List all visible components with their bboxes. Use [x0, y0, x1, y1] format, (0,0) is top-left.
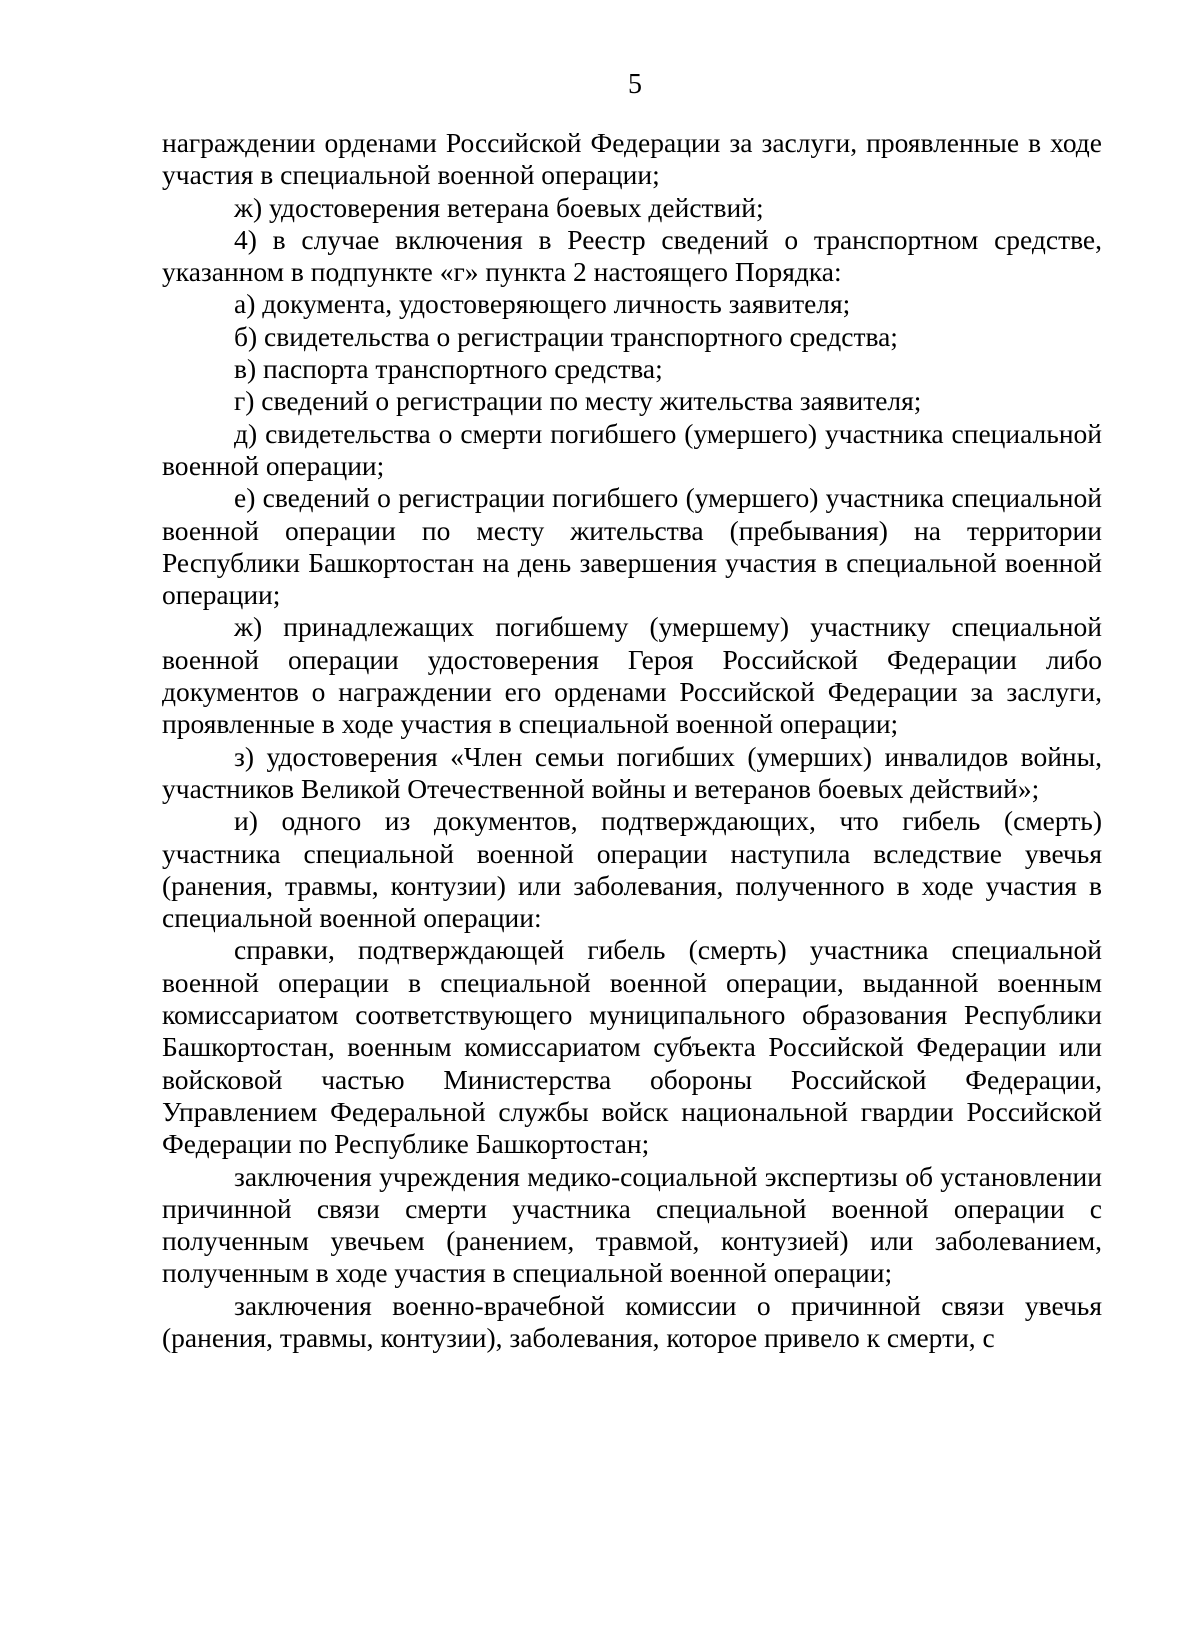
paragraph: а) документа, удостоверяющего личность заявителя; [234, 288, 851, 320]
paragraph: ж) удостоверения ветерана боевых действий; [234, 191, 764, 223]
paragraph: в) паспорта транспортного средства; [234, 353, 663, 385]
paragraph: г) сведений о регистрации по месту жительства заявителя; [234, 385, 922, 417]
paragraph: з) удостоверения «Член семьи погибших (умерших) инвалидов войны, участников Великой Отечественной войны и ветеранов боевых действий»; [162, 740, 1102, 804]
paragraph: справки, подтверждающей гибель (смерть) участника специальной военной операции в специальной военной операции, выданной военным комиссариатом соответствующего муниципального образования Республики Башкортостан, военным комиссариатом субъекта Российской Федерации или войсковой частью Министерства обороны Российской Федерации, Управлением Федеральной службы войск национальной гвардии Российской Федерации по Республике Башкортостан; [162, 934, 1102, 1160]
page-number: 5 [628, 69, 642, 100]
paragraph: заключения учреждения медико-социальной экспертизы об установлении причинной связи смерти участника специальной военной операции с полученным увечьем (ранением, травмой, контузией) или заболеванием, полученным в ходе участия в специальной военной операции; [162, 1160, 1102, 1289]
paragraph: заключения военно-врачебной комиссии о причинной связи увечья (ранения, травмы, контузии), заболевания, которое привело к смерти, с [162, 1289, 1102, 1353]
paragraph: и) одного из документов, подтверждающих, что гибель (смерть) участника специальной военной операции наступила вследствие увечья (ранения, травмы, контузии) или заболевания, полученного в ходе участия в специальной военной операции: [162, 805, 1102, 934]
paragraph: б) свидетельства о регистрации транспортного средства; [234, 320, 898, 352]
paragraph: е) сведений о регистрации погибшего (умершего) участника специальной военной операции по месту жительства (пребывания) на территории Республики Башкортостан на день завершения участия в специальной военной операции; [162, 482, 1102, 611]
document-body [162, 127, 1102, 1354]
paragraph: 4) в случае включения в Реестр сведений о транспортном средстве, указанном в подпункте «г» пункта 2 настоящего Порядка: [162, 223, 1102, 288]
paragraph: ж) принадлежащих погибшему (умершему) участнику специальной военной операции удостоверения Героя Российской Федерации либо документов о награждении его орденами Российской Федерации за заслуги, проявленные в ходе участия в специальной военной операции; [162, 611, 1102, 740]
paragraph: награждении орденами Российской Федерации за заслуги, проявленные в ходе участия в специальной военной операции; [162, 127, 1102, 191]
paragraph: д) свидетельства о смерти погибшего (умершего) участника специальной военной операции; [162, 417, 1102, 481]
